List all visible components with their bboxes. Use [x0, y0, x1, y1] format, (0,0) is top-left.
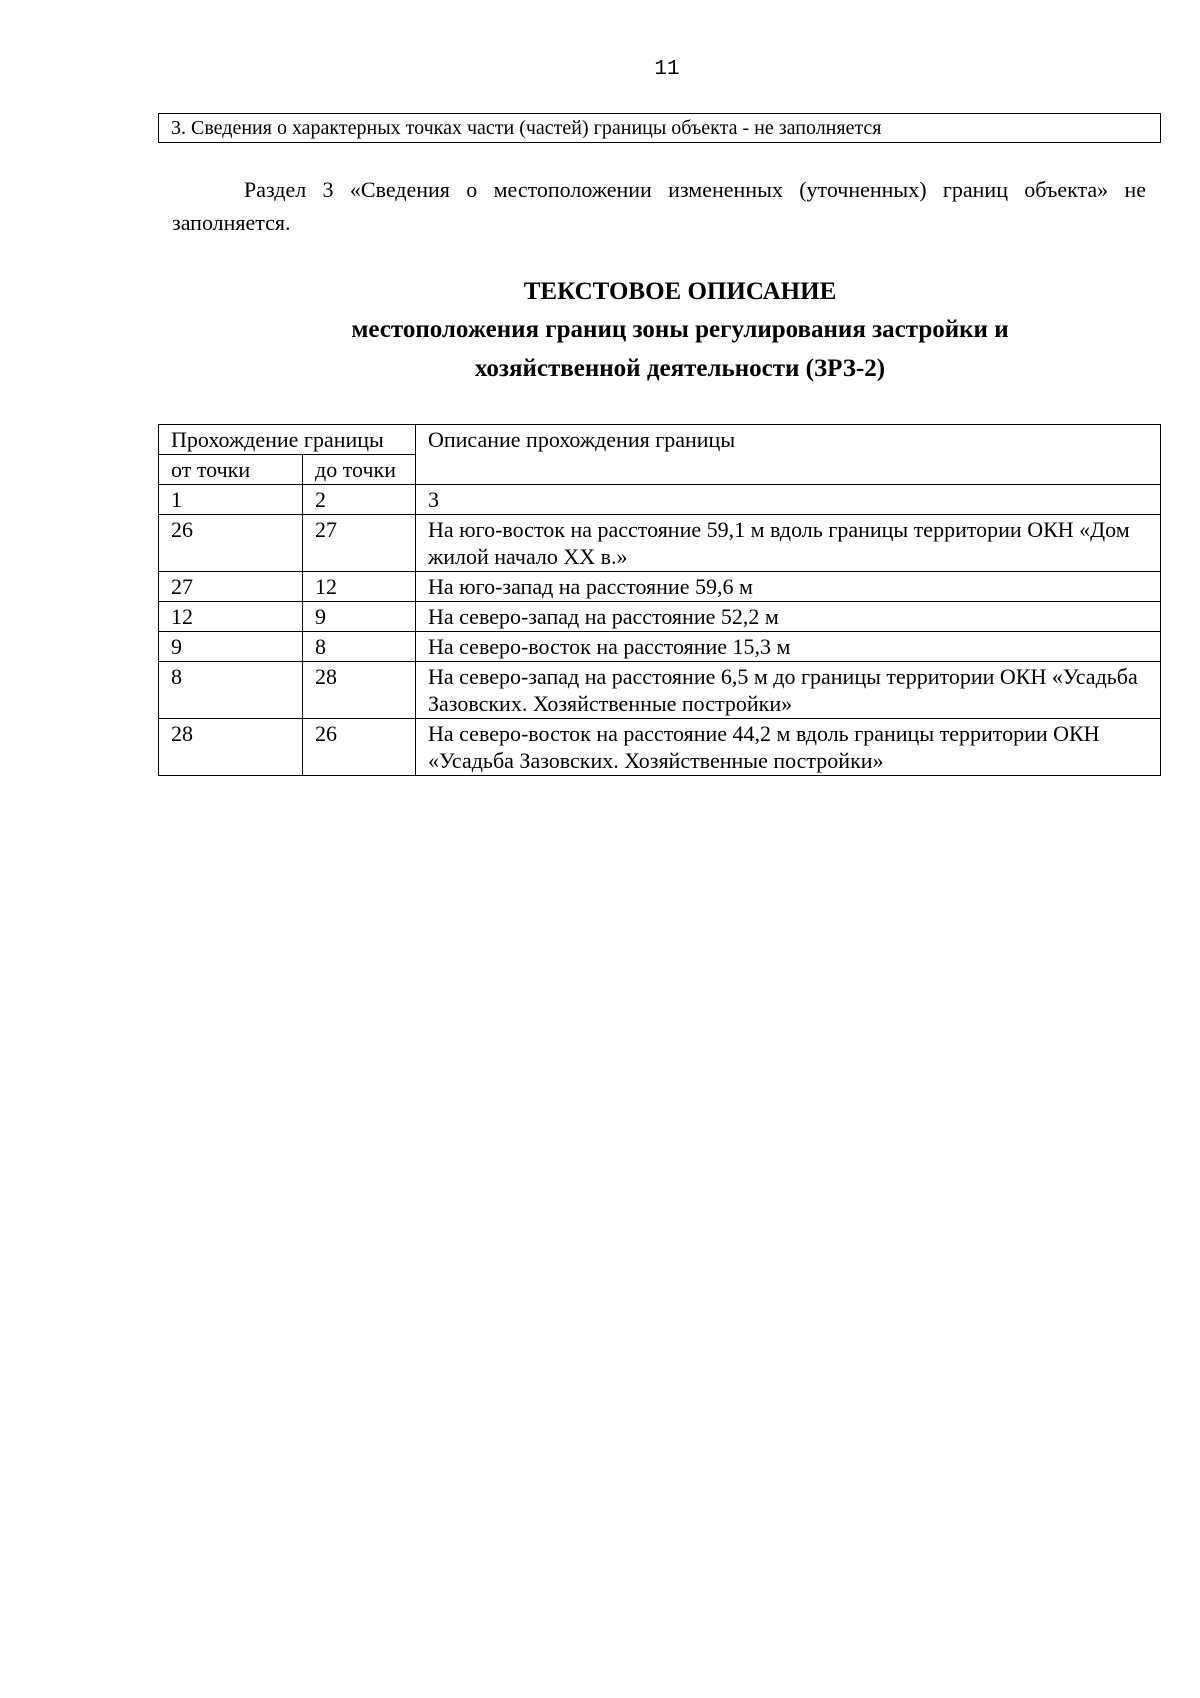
to-point-cell: 28 [303, 662, 416, 719]
page-number: 11 [654, 58, 680, 81]
numbering-cell: 1 [159, 485, 303, 515]
from-point-cell: 12 [159, 602, 303, 632]
document-heading-subtitle-line2: хозяйственной деятельности (ЗРЗ-2) [474, 355, 886, 382]
to-point-cell: 27 [303, 515, 416, 572]
to-point-cell: 12 [303, 572, 416, 602]
description-cell: На северо-запад на расстояние 52,2 м [416, 602, 1161, 632]
table-row [159, 572, 1161, 602]
description-cell: На северо-запад на расстояние 6,5 м до границы территории ОКН «Усадьба Зазовских. Хозяйственные постройки» [416, 662, 1161, 719]
to-point-cell: 8 [303, 632, 416, 662]
header-from-cell: от точки [159, 455, 303, 485]
table-row [159, 515, 1161, 572]
from-point-cell: 26 [159, 515, 303, 572]
from-point-cell: 27 [159, 572, 303, 602]
description-cell: На юго-восток на расстояние 59,1 м вдоль границы территории ОКН «Дом жилой начало XX в.» [416, 515, 1161, 572]
header-to-cell: до точки [303, 455, 416, 485]
table-row [159, 632, 1161, 662]
table-numbering-row [159, 485, 1161, 515]
section-note-box: 3. Сведения о характерных точках части (частей) границы объекта - не заполняется [158, 113, 1161, 143]
from-point-cell: 9 [159, 632, 303, 662]
header-description-cell: Описание прохождения границы [416, 425, 1161, 485]
table-header-row [159, 425, 1161, 455]
numbering-cell: 2 [303, 485, 416, 515]
table-row [159, 602, 1161, 632]
to-point-cell: 26 [303, 719, 416, 776]
from-point-cell: 8 [159, 662, 303, 719]
section-paragraph: Раздел 3 «Сведения о местоположении измененных (уточненных) границ объекта» не заполняется. [172, 177, 1146, 235]
description-cell: На северо-восток на расстояние 15,3 м [416, 632, 1161, 662]
description-cell: На юго-запад на расстояние 59,6 м [416, 572, 1161, 602]
boundary-description-table [158, 424, 1161, 776]
table-row [159, 662, 1161, 719]
description-cell: На северо-восток на расстояние 44,2 м вдоль границы территории ОКН «Усадьба Зазовских. Хозяйственные постройки» [416, 719, 1161, 776]
to-point-cell: 9 [303, 602, 416, 632]
table-row [159, 719, 1161, 776]
document-heading-title: ТЕКСТОВОЕ ОПИСАНИЕ [523, 278, 837, 305]
document-heading-subtitle-line1: местоположения границ зоны регулирования застройки и [351, 316, 1009, 343]
from-point-cell: 28 [159, 719, 303, 776]
header-passage-cell: Прохождение границы [159, 425, 416, 455]
numbering-cell: 3 [416, 485, 1161, 515]
